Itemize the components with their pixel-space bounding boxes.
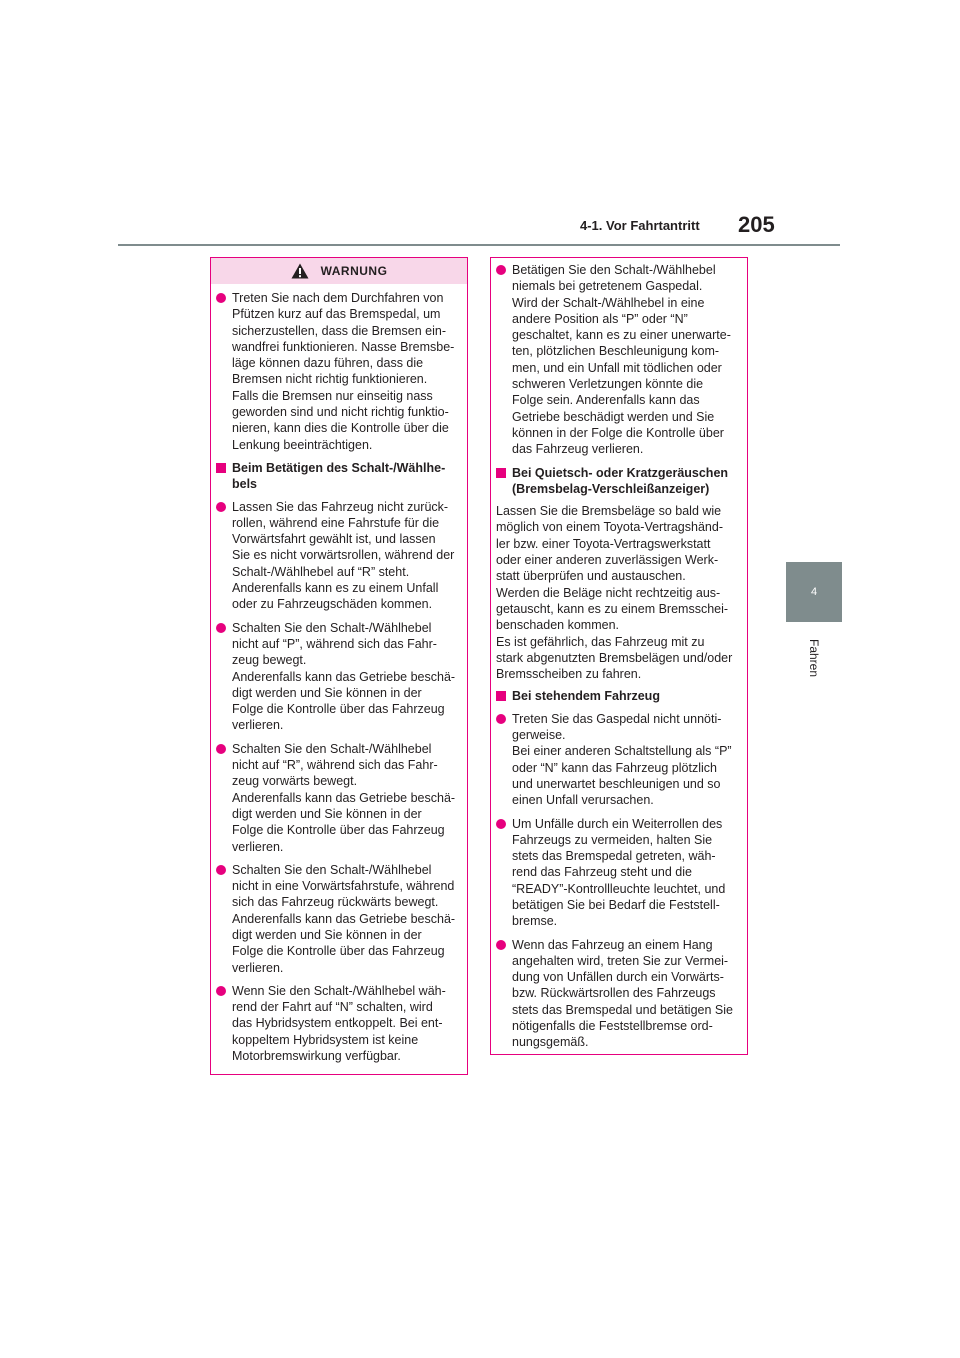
bullet-icon bbox=[496, 940, 506, 950]
bullet-icon bbox=[216, 744, 226, 754]
warning-box-right bbox=[490, 257, 748, 1055]
paragraph: Lassen Sie die Bremsbeläge so bald wie möglich von einem Toyota-Vertragshänd- ler bzw. einer Toyota-Vertragswerkstatt oder einer anderen zuverlässigen Werk- statt überprüfen und austauschen. Werden die Beläge nicht rechtzeitig aus- getauscht, kann es zu einem Bremsschei- benschaden kommen. Es ist gefährlich, das Fahrzeug mit zu stark abgenutzten Bremsbelägen und/oder Bremsscheiben zu fahren. bbox=[496, 504, 733, 682]
list-item-text: Um Unfälle durch ein Weiterrollen des Fahrzeugs zu vermeiden, halten Sie stets das Bremspedal getreten, wäh- rend das Fahrzeug steht und die “READY”-Kontrollleuchte leuchtet, und betätigen Sie bei Bedarf die Feststell- bremse. bbox=[512, 816, 726, 929]
warning-banner bbox=[211, 258, 467, 284]
list-item bbox=[216, 741, 460, 855]
list-item-text: Betätigen Sie den Schalt-/Wählhebel niemals bei getretenem Gaspedal. Wird der Schalt-/Wählhebel in eine andere Position als “P” oder “N” geschaltet, kann es zu einer unerwarte- ten, plötzlichen Beschleunigung kom- men, und ein Unfall mit tödlichen oder schweren Verletzungen könnte die Folge sein. Anderenfalls kann das Getriebe beschädigt werden und Sie können in der Folge die Kontrolle über das Fahrzeug verlieren. bbox=[512, 263, 731, 457]
list-item-text: Treten Sie nach dem Durchfahren von Pfützen kurz auf das Bremspedal, um sicherzustellen, dass die Bremsen ein- wandfrei funktionieren. Nasse Bremsbe- läge können dazu führen, dass die Bremsen nicht richtig funktionieren. Falls die Bremsen nur einseitig nass geworden sind und nicht richtig funktio- nieren, kann dies die Kontrolle über die Lenkung beeinträchtigen. bbox=[232, 291, 455, 452]
warning-content-right bbox=[491, 258, 747, 1051]
bullet-icon bbox=[496, 714, 506, 724]
header-divider bbox=[118, 244, 840, 246]
bullet-icon bbox=[216, 865, 226, 875]
list-item bbox=[496, 262, 740, 458]
list-item-text: Schalten Sie den Schalt-/Wählhebel nicht auf “P”, während sich das Fahr- zeug bewegt. Anderenfalls kann das Getriebe beschä- digt werden und Sie können in der Folge die Kontrolle über das Fahrzeug verlieren. bbox=[232, 620, 456, 733]
bullet-icon bbox=[216, 293, 226, 303]
list-item-text: Schalten Sie den Schalt-/Wählhebel nicht auf “R”, während sich das Fahr- zeug vorwärts bewegt. Anderenfalls kann das Getriebe beschä- digt werden und Sie können in der Folge die Kontrolle über das Fahrzeug verlieren. bbox=[232, 741, 456, 854]
bullet-icon bbox=[216, 986, 226, 996]
square-bullet-icon bbox=[216, 463, 226, 473]
list-item bbox=[216, 983, 460, 1064]
list-item bbox=[216, 862, 460, 976]
warning-title: WARNUNG bbox=[320, 264, 388, 278]
bullet-icon bbox=[216, 502, 226, 512]
warning-box-left bbox=[210, 257, 468, 1075]
chapter-label bbox=[785, 628, 843, 688]
square-bullet-icon bbox=[496, 691, 506, 701]
bullet-icon bbox=[496, 819, 506, 829]
list-item bbox=[216, 290, 460, 453]
list-item bbox=[216, 620, 460, 734]
list-item-text: Wenn das Fahrzeug an einem Hang angehalten wird, treten Sie zur Vermei- dung von Unfällen durch ein Vorwärts- bzw. Rückwärtsrollen des Fahrzeugs stets das Bremspedal und betätigen Sie nötigenfalls die Feststellbremse ord- nungsgemäß. bbox=[512, 937, 733, 1050]
list-item-text: Treten Sie das Gaspedal nicht unnöti- gerweise. Bei einer anderen Schaltstellung als “P” oder “N” kann das Fahrzeug plötzlich und unerwartet beschleunigen und so einen Unfall verursachen. bbox=[512, 711, 732, 808]
subheading bbox=[496, 465, 740, 498]
bullet-icon bbox=[216, 623, 226, 633]
square-bullet-icon bbox=[496, 468, 506, 478]
list-item bbox=[496, 816, 740, 930]
subheading-text: Bei Quietsch- oder Kratzgeräuschen (Bremsbelag-Verschleißanzeiger) bbox=[512, 465, 729, 496]
warning-triangle-icon bbox=[291, 263, 309, 279]
section-title: 4-1. Vor Fahrtantritt bbox=[580, 218, 700, 233]
chapter-tab[interactable] bbox=[786, 562, 842, 622]
list-item-text: Schalten Sie den Schalt-/Wählhebel nicht in eine Vorwärtsfahrstufe, während sich das Fahrzeug rückwärts bewegt. Anderenfalls kann das Getriebe beschä- digt werden und Sie können in der Folge die Kontrolle über das Fahrzeug verlieren. bbox=[232, 862, 456, 975]
warning-content-left bbox=[211, 284, 467, 1064]
subheading-text: Beim Betätigen des Schalt-/Wählhe- bels bbox=[232, 460, 446, 492]
chapter-number: 4 bbox=[810, 586, 818, 598]
list-item bbox=[496, 937, 740, 1051]
bullet-icon bbox=[496, 265, 506, 275]
chapter-title: Fahren bbox=[807, 638, 821, 678]
list-item bbox=[496, 711, 740, 809]
subheading-text: Bei stehendem Fahrzeug bbox=[512, 689, 660, 704]
list-item bbox=[216, 499, 460, 613]
list-item-text: Wenn Sie den Schalt-/Wählhebel wäh- rend der Fahrt auf “N” schalten, wird das Hybridsystem entkoppelt. Bei ent- koppeltem Hybridsystem ist keine Motorbremswirkung verfügbar. bbox=[232, 983, 446, 1064]
subheading bbox=[216, 460, 460, 493]
list-item-text: Lassen Sie das Fahrzeug nicht zurück- rollen, während eine Fahrstufe für die Vorwärtsfahrt gewählt ist, und lassen Sie es nicht vorwärtsrollen, während der Schalt-/Wählhebel auf “R” steht. Anderenfalls kann es zu einem Unfall oder zu Fahrzeugschäden kommen. bbox=[232, 499, 455, 612]
page-number: 205 bbox=[738, 212, 775, 237]
subheading bbox=[496, 688, 740, 704]
